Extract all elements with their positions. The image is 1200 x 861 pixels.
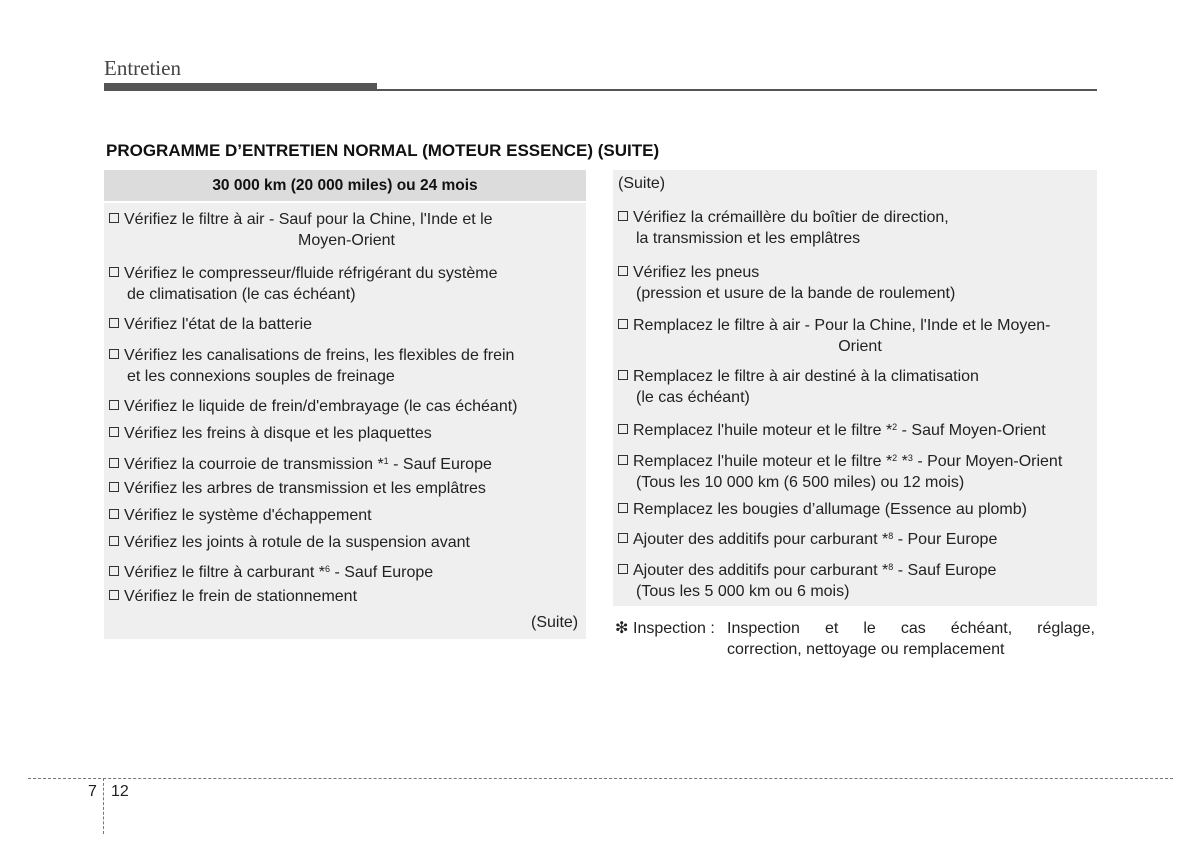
checkbox-icon <box>618 319 628 329</box>
list-item: Vérifiez les arbres de transmission et les emplâtres <box>109 478 486 499</box>
checkbox-icon <box>109 349 119 359</box>
checkbox-icon <box>109 318 119 328</box>
chapter-number: 7 <box>88 783 97 800</box>
list-item: Remplacez l'huile moteur et le filtre *$^2$ - Sauf Moyen-Orient <box>618 417 1046 441</box>
list-item: Vérifiez le compresseur/fluide réfrigérant du système de climatisation (le cas échéant) <box>109 263 584 305</box>
list-item: Vérifiez l'état de la batterie <box>109 314 312 335</box>
checkbox-icon <box>109 213 119 223</box>
asterisk-icon: ❇ <box>615 620 629 637</box>
list-item: Vérifiez la courroie de transmission *$^1$ - Sauf Europe <box>109 451 492 475</box>
checkbox-icon <box>109 536 119 546</box>
chapter-title: Entretien <box>104 56 181 80</box>
header-rule <box>104 89 1097 91</box>
checkbox-icon <box>109 566 119 576</box>
list-item: Vérifiez le filtre à carburant *$^6$ - Sauf Europe <box>109 559 433 583</box>
checkbox-icon <box>109 427 119 437</box>
list-item: Vérifiez les joints à rotule de la suspension avant <box>109 532 470 553</box>
checkbox-icon <box>109 267 119 277</box>
page-number: 12 <box>111 783 129 800</box>
checkbox-icon <box>109 458 119 468</box>
continued-label: (Suite) <box>618 175 666 192</box>
checkbox-icon <box>618 455 628 465</box>
list-item: Vérifiez le système d'échappement <box>109 505 372 526</box>
footer-rule <box>28 778 1173 779</box>
list-item: Ajouter des additifs pour carburant *$^8$ - Sauf Europe (Tous les 5 000 km ou 6 mois) <box>618 557 1096 602</box>
checkbox-icon <box>109 590 119 600</box>
checkbox-icon <box>618 370 628 380</box>
checkbox-icon <box>618 266 628 276</box>
continued-label: (Suite) <box>531 614 579 631</box>
checkbox-icon <box>109 482 119 492</box>
checkbox-icon <box>618 533 628 543</box>
checkbox-icon <box>618 503 628 513</box>
list-item: Vérifiez le filtre à air - Sauf pour la Chine, l'Inde et le Moyen-Orient <box>109 209 584 251</box>
list-item: Vérifiez les canalisations de freins, les flexibles de frein et les connexions souples de freinage <box>109 345 584 387</box>
section-title: PROGRAMME D’ENTRETIEN NORMAL (MOTEUR ESSENCE) (SUITE) <box>106 141 660 160</box>
inspection-note <box>615 618 1095 658</box>
list-item: Vérifiez la crémaillère du boîtier de direction, la transmission et les emplâtres <box>618 207 1096 249</box>
list-item: Remplacez le filtre à air destiné à la climatisation (le cas échéant) <box>618 366 1096 408</box>
note-term: Inspection : <box>633 620 715 637</box>
list-item: Remplacez l'huile moteur et le filtre *$^2$ *$^3$ - Pour Moyen-Orient (Tous les 10 000 km (6 500 miles) ou 12 mois) <box>618 448 1096 493</box>
note-definition-cont: correction, nettoyage ou remplacement <box>727 641 1005 658</box>
list-item: Vérifiez le liquide de frein/d'embrayage (le cas échéant) <box>109 396 518 417</box>
checkbox-icon <box>109 400 119 410</box>
list-item: Vérifiez le frein de stationnement <box>109 586 357 607</box>
note-definition: Inspection et le cas échéant, réglage, <box>727 620 1095 637</box>
checkbox-icon <box>109 509 119 519</box>
footer-divider <box>103 778 104 834</box>
checkbox-icon <box>618 424 628 434</box>
list-item: Vérifiez les freins à disque et les plaquettes <box>109 423 432 444</box>
list-item: Remplacez le filtre à air - Pour la Chine, l'Inde et le Moyen- Orient <box>618 315 1096 357</box>
list-item: Remplacez les bougies d’allumage (Essence au plomb) <box>618 499 1027 520</box>
interval-heading: 30 000 km (20 000 miles) ou 24 mois <box>104 170 586 203</box>
list-item: Ajouter des additifs pour carburant *$^8$ - Pour Europe <box>618 526 997 550</box>
checkbox-icon <box>618 211 628 221</box>
checkbox-icon <box>618 564 628 574</box>
list-item: Vérifiez les pneus (pression et usure de la bande de roulement) <box>618 262 1096 304</box>
